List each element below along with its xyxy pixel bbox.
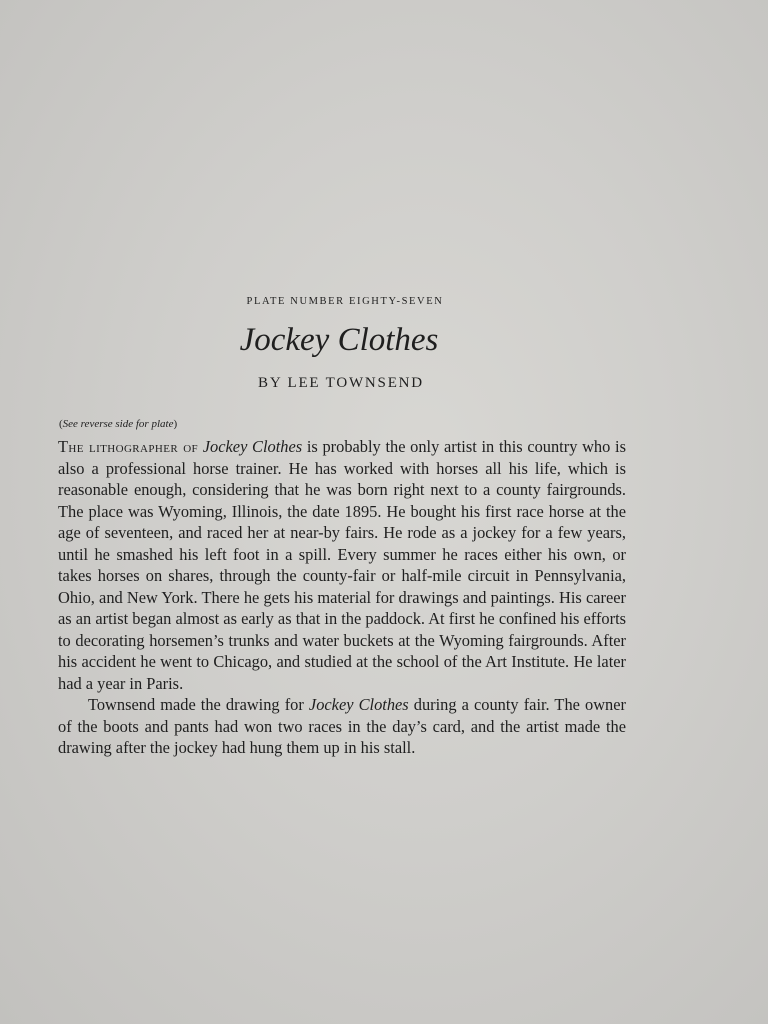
see-reverse-note (59, 418, 177, 430)
paragraph-2-text-after: during a county fair. The owner of the boots and pants had won two races in the day’s card, and the artist made the drawing after the jockey had hung them up in his stall. (58, 695, 626, 757)
note-close-paren: ) (173, 418, 178, 430)
plate-number: PLATE NUMBER EIGHTY-SEVEN (246, 296, 444, 307)
paragraph-1 (58, 436, 626, 694)
title-reference: Jockey Clothes (202, 437, 303, 456)
title-reference: Jockey Clothes (308, 695, 409, 714)
paragraph-2 (58, 694, 626, 759)
paragraph-1-text: is probably the only artist in this country who is also a professional horse trainer. He has worked with horses all his life, which is reasonable enough, considering that he was born right next to a county fairgrounds. The place was Wyoming, Illinois, the date 1895. He bought his first race horse at the age of seventeen, and raced her at near-by fairs. He rode as a jockey for a few years, until he smashed his left foot in a spill. Every summer he races either his own, or takes horses on shares, through the county-fair or half-mile circuit in Pennsylvania, Ohio, and New York. There he gets his material for drawings and paintings. His career as an artist began almost as early as that in the paddock. At first he confined his efforts to decorating horsemen’s trunks and water buckets at the Wyoming fairgrounds. After his accident he went to Chicago, and studied at the school of the Art Institute. He later had a year in Paris. (58, 437, 626, 693)
paragraph-lead-in: The lithographer of (58, 437, 199, 456)
page-title: Jockey Clothes (239, 322, 439, 358)
paragraph-2-text-before: Townsend made the drawing for (88, 695, 304, 714)
byline: BY LEE TOWNSEND (258, 375, 424, 391)
body-text (58, 436, 626, 759)
note-text: See reverse side for plate (62, 418, 174, 430)
note-open-paren: ( (59, 418, 63, 430)
